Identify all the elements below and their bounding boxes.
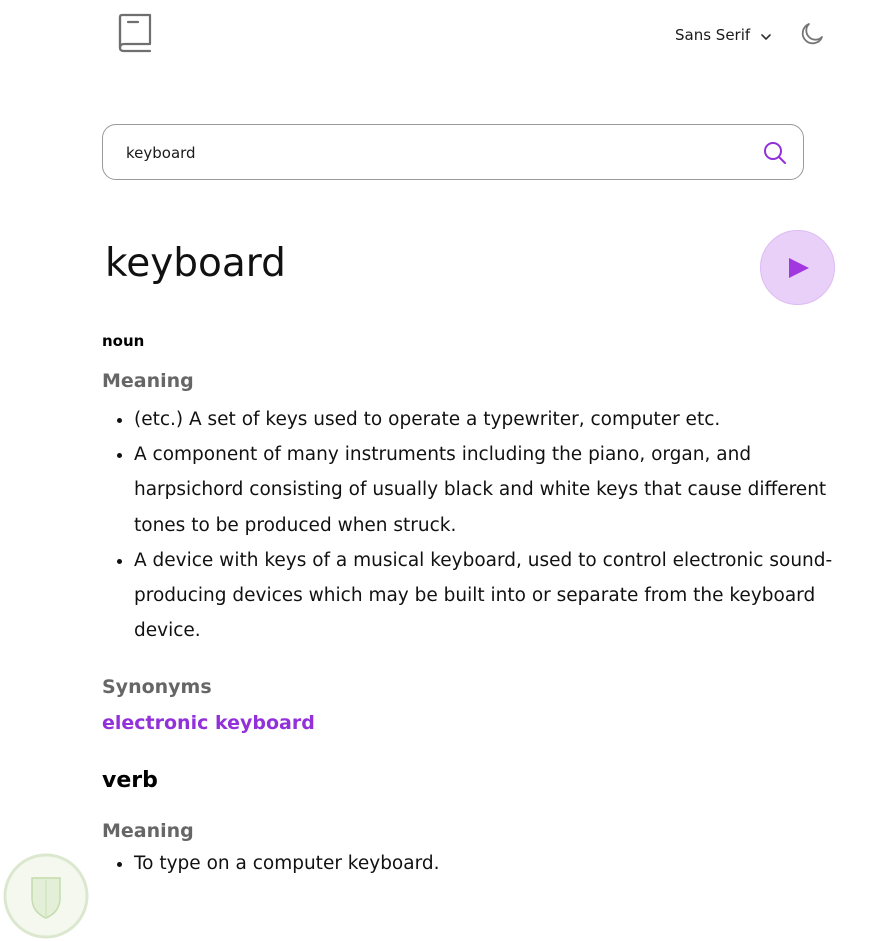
synonym-link[interactable]: electronic keyboard bbox=[102, 712, 315, 734]
meaning-heading: Meaning bbox=[102, 370, 194, 392]
shield-logo-icon bbox=[2, 852, 90, 940]
synonyms-label: Synonyms bbox=[102, 676, 212, 698]
font-selector[interactable] bbox=[675, 24, 772, 46]
definition-list-noun bbox=[102, 402, 842, 648]
meaning-heading: Meaning bbox=[102, 820, 194, 842]
part-of-speech-verb: verb bbox=[102, 768, 158, 793]
definition-item: • A device with keys of a musical keyboard, used to control electronic sound-producing devices which may be built into or separate from the keyboard device. bbox=[134, 543, 842, 649]
definition-list-verb bbox=[102, 846, 842, 881]
search-bar bbox=[102, 124, 804, 180]
app-header bbox=[0, 0, 896, 70]
font-selector-value: Sans Serif bbox=[675, 26, 751, 44]
moon-icon[interactable] bbox=[799, 21, 825, 47]
play-icon bbox=[788, 257, 810, 279]
definition-item: • A component of many instruments including the piano, organ, and harpsichord consisting of usually black and white keys that cause different tones to be produced when struck. bbox=[134, 437, 842, 543]
search-icon[interactable] bbox=[762, 140, 788, 166]
book-icon[interactable] bbox=[116, 13, 154, 53]
part-of-speech-noun: noun bbox=[102, 332, 145, 350]
search-input[interactable] bbox=[126, 139, 726, 167]
definition-item: • To type on a computer keyboard. bbox=[134, 846, 842, 881]
definition-item: • (etc.) A set of keys used to operate a typewriter, computer etc. bbox=[134, 402, 842, 437]
play-pronunciation-button[interactable] bbox=[760, 230, 835, 305]
word-title: keyboard bbox=[105, 241, 286, 286]
chevron-down-icon bbox=[760, 29, 772, 41]
